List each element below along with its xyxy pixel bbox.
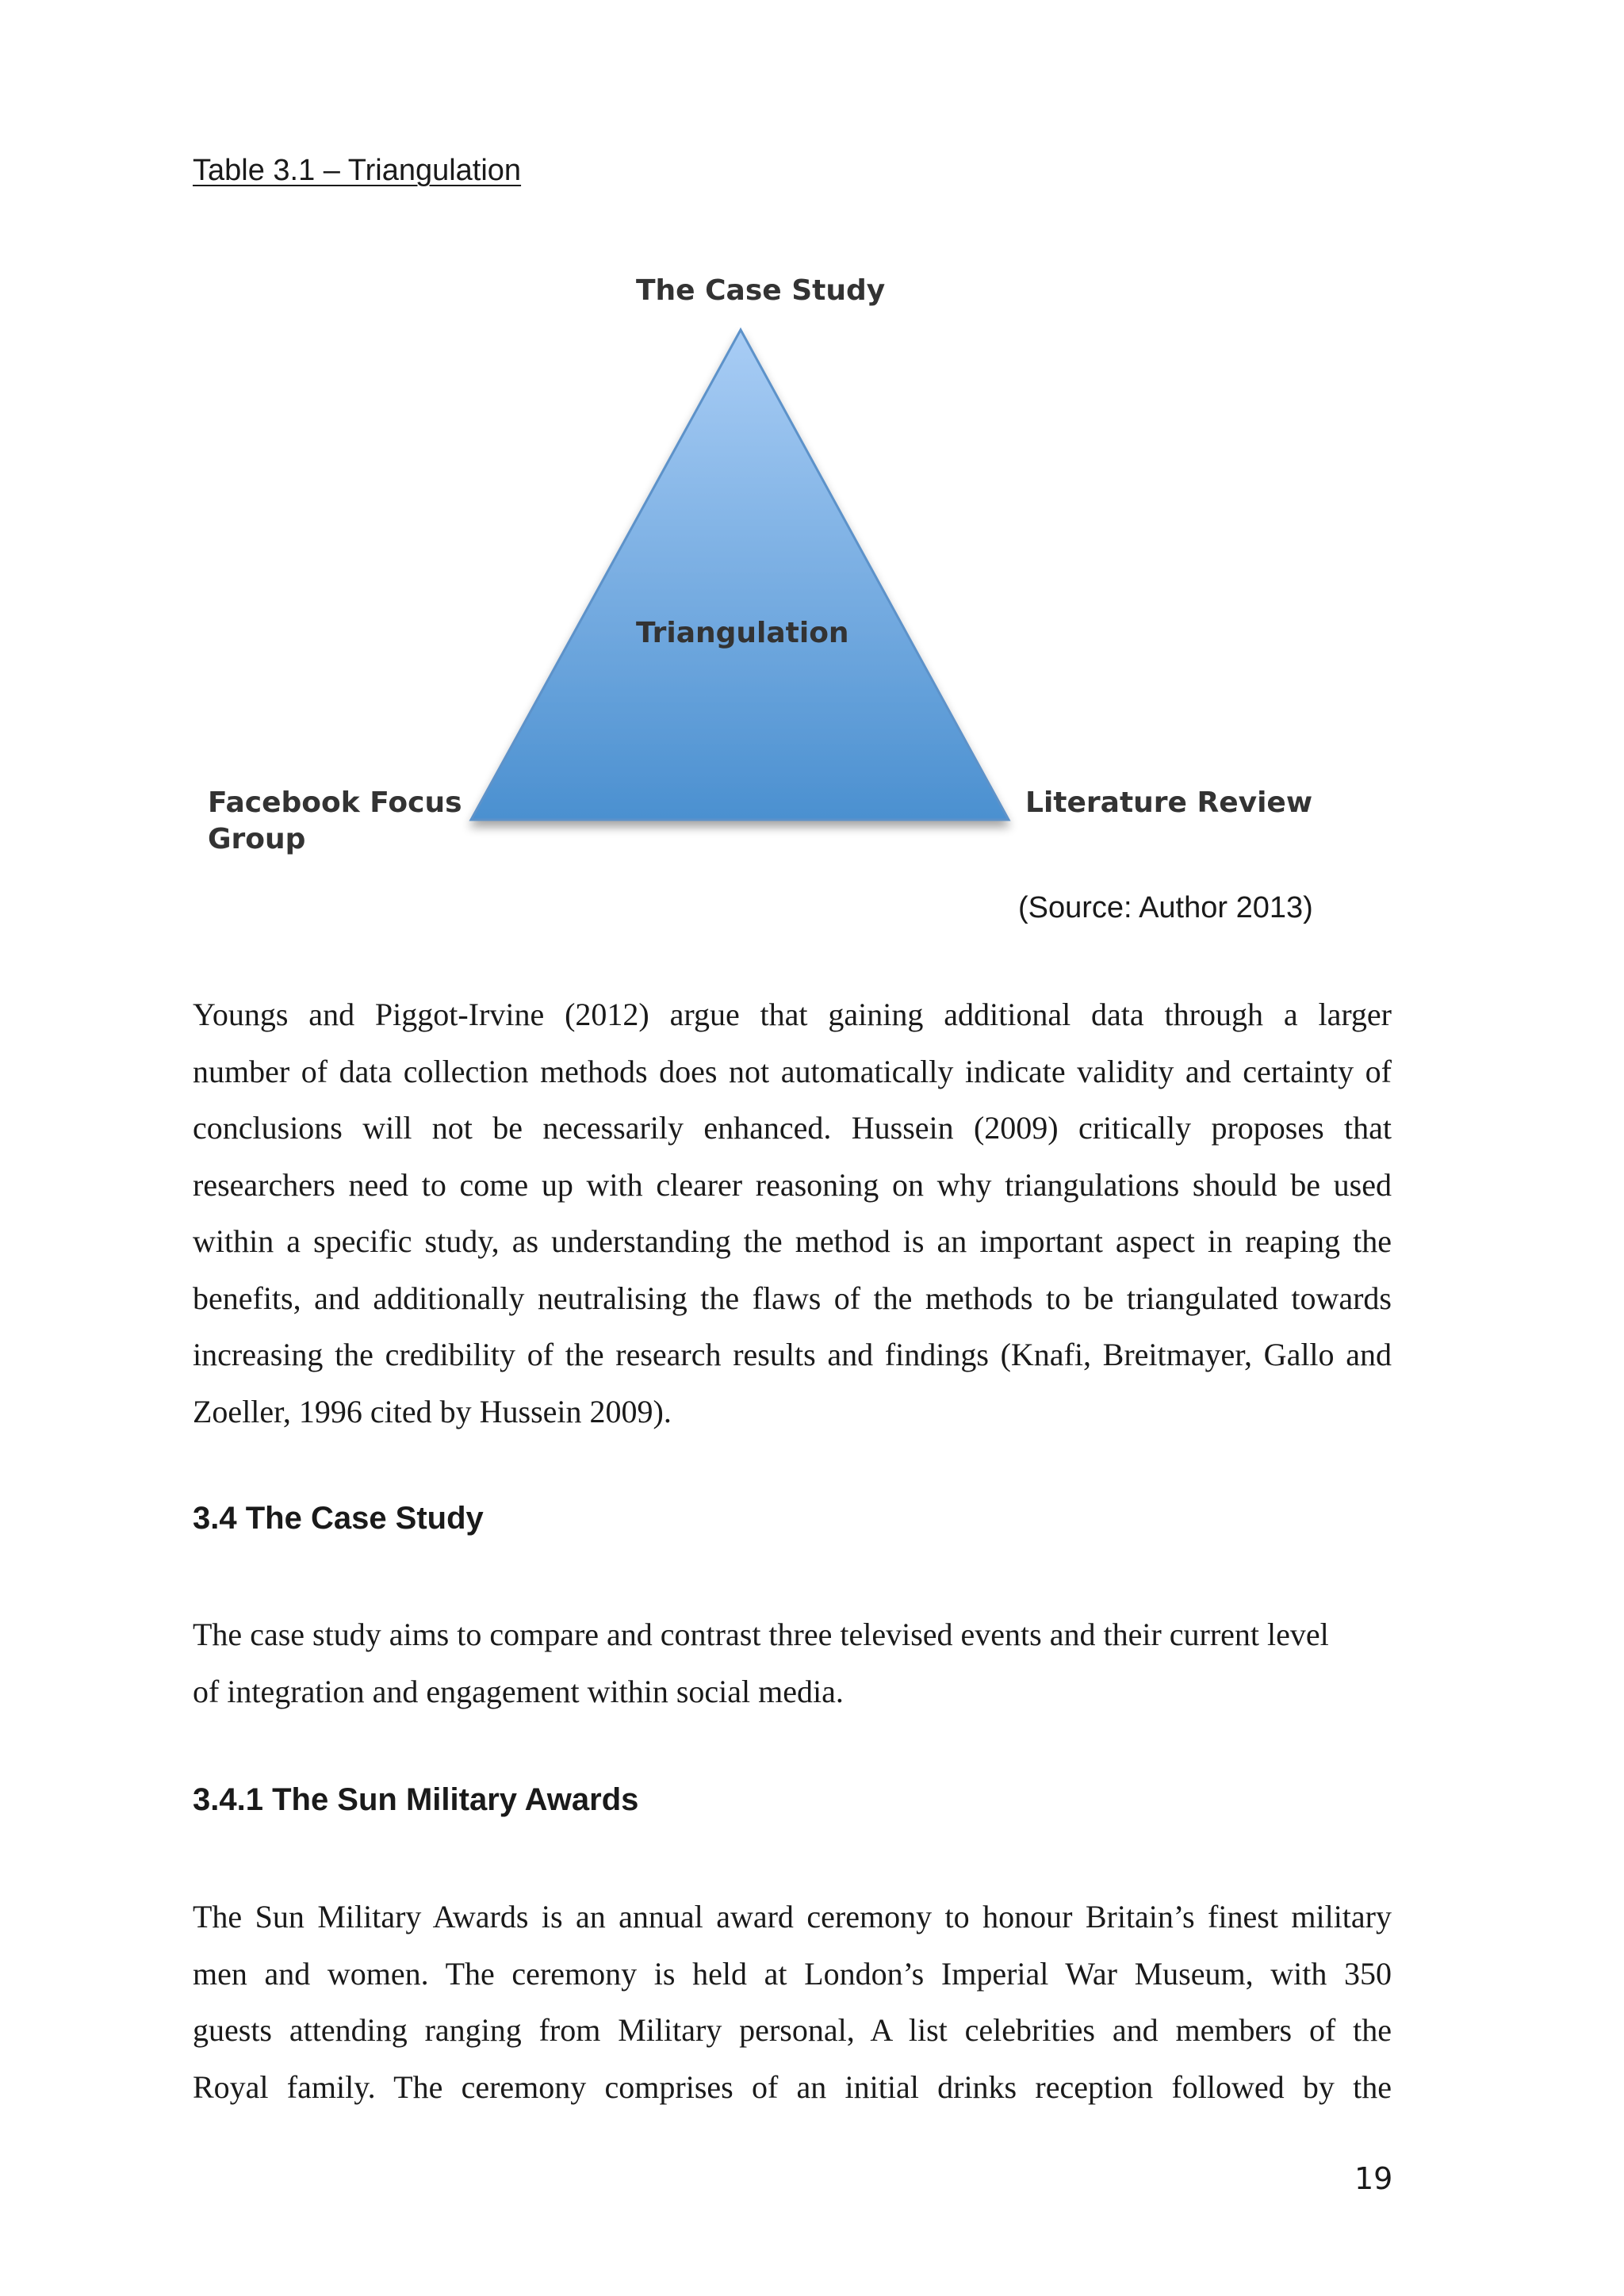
label-literature-review: Literature Review — [1025, 786, 1313, 819]
page-number: 19 — [1354, 2161, 1393, 2196]
paragraph-line: number of data collection methods does not automatically indicate validity and certainty of — [193, 1053, 1392, 1089]
label-triangulation: Triangulation — [636, 617, 849, 649]
paragraph-line: benefits, and additionally neutralising the flaws of the methods to be triangulated towards — [193, 1280, 1392, 1316]
paragraph-line: researchers need to come up with clearer reasoning on why triangulations should be used — [193, 1166, 1392, 1203]
label-case-study: The Case Study — [636, 274, 886, 307]
source-note: (Source: Author 2013) — [1018, 891, 1313, 924]
triangulation-diagram — [190, 262, 1427, 888]
paragraph-line: Youngs and Piggot-Irvine (2012) argue that gaining additional data through a larger — [193, 997, 1392, 1032]
label-facebook-focus-group — [208, 785, 462, 858]
paragraph-line: Royal family. The ceremony comprises of an initial drinks reception followed by the — [193, 2068, 1392, 2105]
paragraph-triangulation — [193, 986, 1392, 1440]
paragraph-line: men and women. The ceremony is held at London’s Imperial War Museum, with 350 — [193, 1955, 1392, 1992]
triangle-shape — [471, 330, 1009, 820]
section-heading-sun-military-awards: 3.4.1 The Sun Military Awards — [193, 1782, 639, 1817]
paragraph-line: The Sun Military Awards is an annual award ceremony to honour Britain’s finest military — [193, 1899, 1392, 1934]
section-heading-case-study: 3.4 The Case Study — [193, 1501, 484, 1536]
paragraph-sun-military-awards — [193, 1888, 1392, 2115]
paragraph-line: Zoeller, 1996 cited by Hussein 2009). — [193, 1393, 672, 1429]
paragraph-case-study — [193, 1606, 1392, 1720]
paragraph-line: of integration and engagement within social media. — [193, 1673, 844, 1709]
table-caption: Table 3.1 – Triangulation — [193, 154, 522, 187]
label-facebook-focus-line1: Facebook Focus — [208, 786, 462, 819]
paragraph-line: guests attending ranging from Military personal, A list celebrities and members of the — [193, 2012, 1392, 2048]
paragraph-line: conclusions will not be necessarily enhanced. Hussein (2009) critically proposes that — [193, 1110, 1392, 1146]
paragraph-line: The case study aims to compare and contrast three televised events and their current level — [193, 1617, 1329, 1652]
label-facebook-focus-line2: Group — [208, 823, 306, 855]
paragraph-line: within a specific study, as understanding the method is an important aspect in reaping the — [193, 1223, 1392, 1259]
paragraph-line: increasing the credibility of the research results and findings (Knafi, Breitmayer, Gallo and — [193, 1337, 1392, 1372]
